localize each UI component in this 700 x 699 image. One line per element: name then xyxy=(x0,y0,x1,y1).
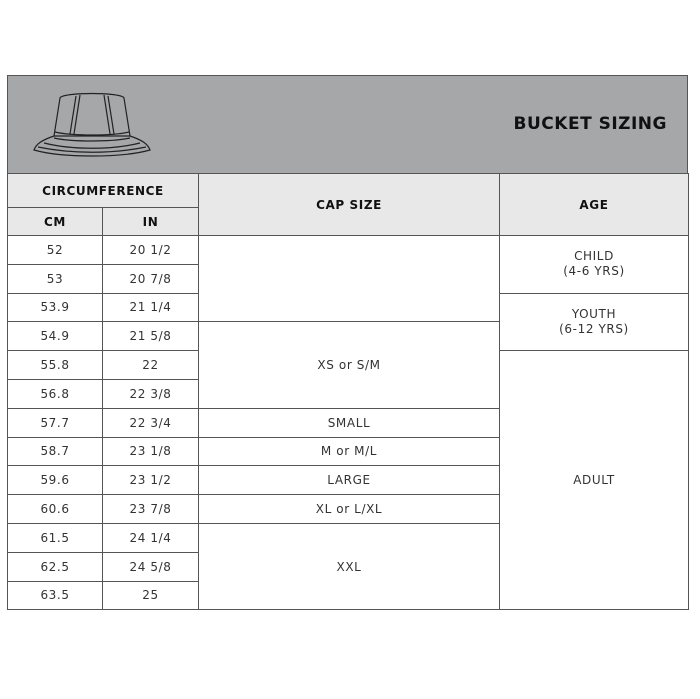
cm-cell: 60.6 xyxy=(8,495,103,524)
header-cap-size: CAP SIZE xyxy=(199,174,500,236)
header-in: IN xyxy=(103,208,199,236)
in-cell: 20 1/2 xyxy=(103,236,199,265)
in-cell: 22 xyxy=(103,351,199,380)
cm-cell: 57.7 xyxy=(8,408,103,437)
cap-size-cell: SMALL xyxy=(199,408,500,437)
cm-cell: 54.9 xyxy=(8,322,103,351)
in-cell: 20 7/8 xyxy=(103,264,199,293)
age-cell-youth xyxy=(500,293,689,351)
cap-size-cell: M or M/L xyxy=(199,437,500,466)
table-row xyxy=(8,236,689,265)
age-label: YOUTH xyxy=(571,306,617,321)
in-cell: 24 5/8 xyxy=(103,552,199,581)
cm-cell: 53.9 xyxy=(8,293,103,322)
in-cell: 22 3/8 xyxy=(103,379,199,408)
age-cell-adult: ADULT xyxy=(500,351,689,610)
bucket-hat-icon xyxy=(32,88,152,160)
in-cell: 25 xyxy=(103,581,199,610)
header-age: AGE xyxy=(500,174,689,236)
cm-cell: 55.8 xyxy=(8,351,103,380)
age-range: (4-6 YRS) xyxy=(563,264,625,279)
cap-size-cell: XXL xyxy=(199,523,500,609)
in-cell: 22 3/4 xyxy=(103,408,199,437)
cap-size-cell xyxy=(199,236,500,322)
age-label: CHILD xyxy=(574,249,614,264)
in-cell: 23 1/2 xyxy=(103,466,199,495)
in-cell: 21 1/4 xyxy=(103,293,199,322)
sizing-table xyxy=(7,173,689,610)
cap-size-cell: XL or L/XL xyxy=(199,495,500,524)
cap-size-cell: LARGE xyxy=(199,466,500,495)
cm-cell: 56.8 xyxy=(8,379,103,408)
page-title: BUCKET SIZING xyxy=(513,114,667,134)
title-banner xyxy=(7,75,688,173)
header-circumference: CIRCUMFERENCE xyxy=(8,174,199,208)
sizing-chart xyxy=(7,75,688,610)
in-cell: 23 7/8 xyxy=(103,495,199,524)
cap-size-cell: XS or S/M xyxy=(199,322,500,408)
cm-cell: 62.5 xyxy=(8,552,103,581)
cm-cell: 52 xyxy=(8,236,103,265)
age-cell-child xyxy=(500,236,689,294)
header-cm: CM xyxy=(8,208,103,236)
in-cell: 21 5/8 xyxy=(103,322,199,351)
age-range: (6-12 YRS) xyxy=(559,321,629,336)
cm-cell: 61.5 xyxy=(8,523,103,552)
cm-cell: 63.5 xyxy=(8,581,103,610)
cm-cell: 53 xyxy=(8,264,103,293)
in-cell: 23 1/8 xyxy=(103,437,199,466)
cm-cell: 58.7 xyxy=(8,437,103,466)
cm-cell: 59.6 xyxy=(8,466,103,495)
in-cell: 24 1/4 xyxy=(103,523,199,552)
